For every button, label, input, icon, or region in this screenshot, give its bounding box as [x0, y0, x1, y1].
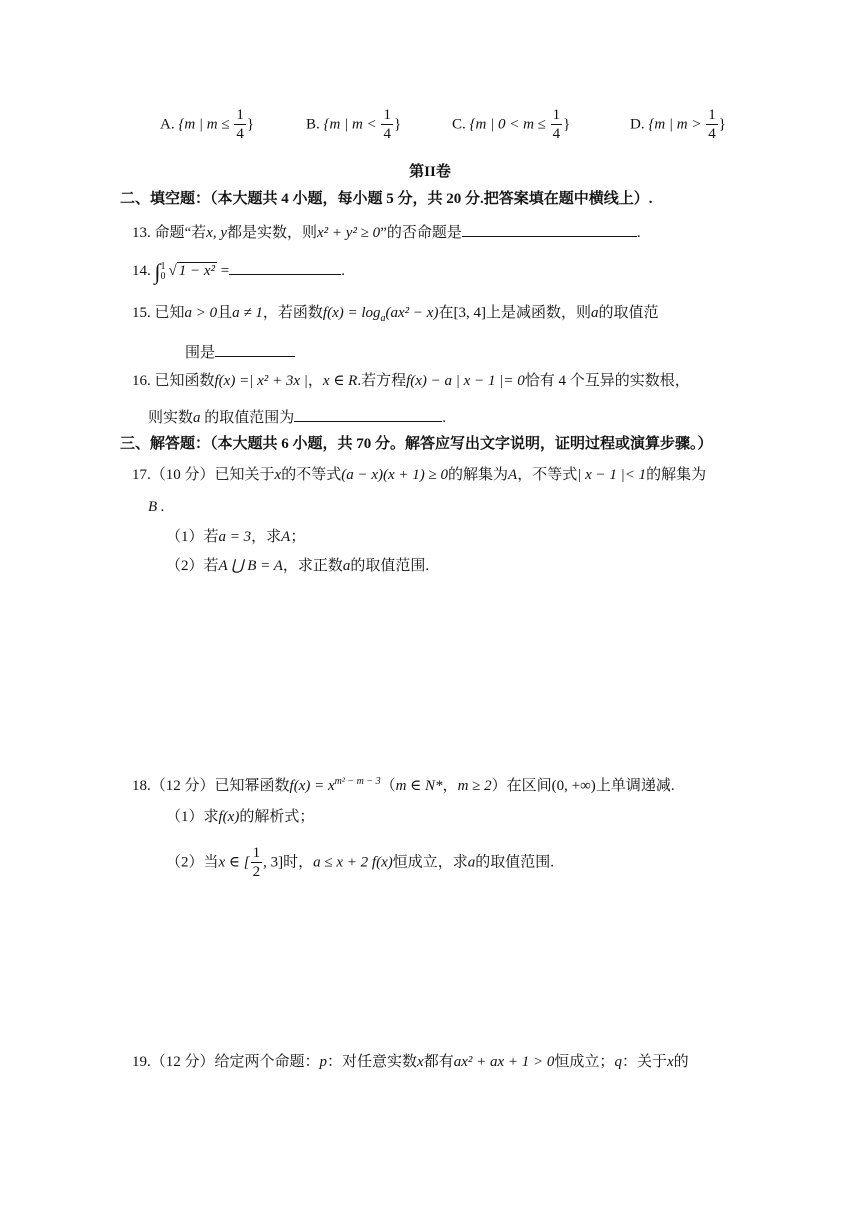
frac-num: 1: [552, 107, 561, 123]
q17-text: 的不等式: [281, 467, 342, 483]
points-label: （12 分）: [150, 1054, 215, 1070]
q15-text: 上是减函数，则: [485, 305, 591, 321]
sub-set: A: [281, 529, 291, 545]
q15-text: 且: [217, 305, 233, 321]
q19-prop: p: [319, 1054, 328, 1070]
frac-den: 4: [708, 126, 716, 142]
question-number: 18.: [132, 778, 151, 794]
fraction: [381, 108, 393, 142]
fraction: [251, 846, 263, 880]
q18-text: 上单调递减.: [595, 778, 675, 794]
q13-text: ”的否命题是: [380, 225, 462, 241]
q18-cond: m ≥ 2: [457, 778, 492, 794]
option-c: [452, 108, 570, 142]
option-c-text: {m | 0 < m ≤: [469, 116, 546, 133]
q15-cond: a > 0: [184, 305, 218, 321]
sub-var: a: [467, 854, 476, 871]
frac-den: 4: [552, 126, 561, 142]
q13-vars: x, y: [206, 225, 227, 241]
question-15: [132, 304, 659, 323]
question-15-line2: [185, 342, 295, 363]
sub-text: ，求正数: [282, 558, 343, 574]
q15-text: 围是: [185, 345, 216, 361]
q13-expr: x² + y² ≥ 0: [317, 225, 381, 241]
q19-text: 恒成立；: [554, 1054, 615, 1070]
q18-text: ）在区间: [491, 778, 552, 794]
q17-var: x: [274, 467, 282, 483]
answer-blank: [229, 260, 341, 275]
q18-part2: [166, 846, 554, 880]
sub-var: a: [342, 558, 351, 574]
sub-label: （1）若: [166, 529, 219, 545]
question-17: [132, 466, 706, 485]
integral-sign: ∫: [154, 259, 161, 284]
upper-limit: 1: [160, 260, 166, 272]
option-d-close: }: [718, 116, 726, 133]
q16-text: 恰有 4 个互异的实数根，: [524, 373, 690, 389]
q16-text: 则实数: [148, 410, 194, 426]
q16-end: .: [442, 410, 447, 426]
sub-label: （2）若: [166, 558, 219, 574]
option-b-text: {m | m <: [323, 116, 377, 133]
log-base: a: [380, 313, 386, 324]
fraction: [706, 108, 718, 142]
frac-den: 2: [252, 864, 261, 880]
q17-text: 已知关于: [214, 467, 275, 483]
q18-text: ，: [442, 778, 458, 794]
q18-text: 已知幂函数: [214, 778, 290, 794]
q13-end: .: [636, 225, 641, 241]
q15-cond: a ≠ 1: [232, 305, 263, 321]
answer-blank: [215, 342, 295, 357]
q18-cond: m ∈ N*: [395, 778, 443, 794]
points-label: （10 分）: [150, 467, 215, 483]
question-16: [132, 372, 690, 391]
q17-set-b: B .: [148, 499, 165, 515]
question-16-line2: [148, 407, 446, 428]
q15-text: 在: [438, 305, 454, 321]
radicand: 1 − x²: [178, 263, 216, 280]
sub-end: 的取值范围.: [350, 558, 430, 574]
sub-text: 的取值范围.: [475, 854, 554, 871]
q19-text: ：关于: [621, 1054, 667, 1070]
q18-interval: (0, +∞): [551, 778, 596, 794]
q16-text: ，: [307, 373, 323, 389]
q15-text: ，若函数: [262, 305, 323, 321]
q16-equation: f(x) − a | x − 1 |= 0: [406, 373, 525, 389]
lower-limit: 0: [160, 270, 166, 282]
option-a-close: }: [246, 116, 255, 133]
frac-num: 1: [252, 845, 261, 861]
sub-text: 恒成立，求: [392, 854, 468, 871]
frac-den: 4: [236, 126, 244, 142]
sub-expr: a = 3: [218, 529, 252, 545]
frac-num: 1: [236, 107, 244, 123]
sub-ineq: a ≤ x + 2 f(x): [313, 854, 393, 871]
question-number: 19.: [132, 1054, 151, 1070]
option-c-close: }: [563, 116, 571, 133]
frac-num: 1: [708, 107, 716, 123]
q19-var: x: [417, 1054, 424, 1070]
integral-limits: [161, 262, 166, 282]
q15-func: f(x) = log: [322, 305, 381, 321]
option-d-label: D.: [630, 116, 645, 133]
sub-text: ，求: [251, 529, 282, 545]
section2-heading: 二、填空题：（本大题共 4 小题，每小题 5 分，共 20 分.把答案填在题中横线上）.: [120, 191, 653, 207]
question-19: [132, 1053, 689, 1072]
q18-func: f(x) = x: [289, 778, 335, 794]
q18-text: （: [380, 778, 396, 794]
frac-den: 4: [383, 126, 391, 142]
sub-label: （1）求: [166, 809, 219, 825]
q17-set: A: [508, 467, 518, 483]
sub-text: 时，: [283, 854, 314, 871]
q16-text: 已知函数: [154, 373, 215, 389]
q16-text: 的取值范围为: [200, 410, 295, 426]
option-a-label: A.: [160, 116, 175, 133]
option-c-label: C.: [452, 116, 466, 133]
q16-text: .若方程: [357, 373, 407, 389]
option-b-label: B.: [306, 116, 320, 133]
q16-func: f(x) =| x² + 3x |: [214, 373, 308, 389]
option-a: [160, 108, 254, 142]
sub-text: 的解析式；: [239, 809, 315, 825]
q19-text: ：对任意实数: [327, 1054, 418, 1070]
q16-domain: x ∈ R: [322, 373, 358, 389]
answer-blank: [294, 407, 442, 422]
question-number: 16.: [132, 373, 151, 389]
q17-text: 的解集为: [448, 467, 509, 483]
question-number: 15.: [132, 305, 151, 321]
q19-text: 给定两个命题：: [214, 1054, 320, 1070]
question-number: 13.: [132, 225, 151, 241]
q15-text: 的取值范: [598, 305, 659, 321]
q15-interval: [3, 4]: [453, 305, 486, 321]
q17-ineq: (a − x)(x + 1) ≥ 0: [341, 467, 448, 483]
q18-exponent: m² − m − 3: [334, 776, 381, 787]
fraction: [234, 108, 246, 142]
equals-sign: =: [220, 263, 230, 280]
q17-part1: [166, 528, 305, 547]
q19-text: 都有: [423, 1054, 454, 1070]
question-18: [132, 777, 675, 796]
question-14: [132, 258, 345, 286]
sub-end: ；: [290, 529, 306, 545]
q15-text: 已知: [154, 305, 185, 321]
q17-text: 的解集为: [646, 467, 707, 483]
q17-part2: [166, 557, 429, 576]
part2-title: 第II卷: [409, 164, 451, 180]
option-d-text: {m | m >: [648, 116, 702, 133]
q18-part1: [166, 808, 314, 827]
q19-ineq: ax² + ax + 1 > 0: [453, 1054, 555, 1070]
sub-label: （2）当: [166, 854, 219, 871]
sub-expr: A ⋃ B = A: [218, 558, 283, 574]
q13-text: 都是实数，则: [227, 225, 318, 241]
q15-var: a: [590, 305, 599, 321]
question-number: 14.: [132, 263, 151, 280]
sub-interval-close: , 3]: [263, 854, 284, 871]
q19-prop: q: [614, 1054, 622, 1070]
question-number: 17.: [132, 467, 151, 483]
sub-var: x ∈ [: [218, 854, 250, 871]
frac-num: 1: [383, 107, 391, 123]
option-a-text: {m | m ≤: [178, 116, 230, 133]
q15-arg: (ax² − x): [385, 305, 439, 321]
option-d: [630, 108, 726, 142]
section3-heading: 三、解答题：（本大题共 6 小题，共 70 分。解答应写出文字说明，证明过程或演算步骤。）: [120, 436, 713, 452]
q17-text: ，不等式: [517, 467, 578, 483]
option-b-close: }: [393, 116, 402, 133]
answer-blank: [462, 222, 637, 237]
q17-ineq: | x − 1 |< 1: [577, 467, 647, 483]
q19-text: 的: [673, 1054, 689, 1070]
option-b: [306, 108, 401, 142]
question-13: [132, 222, 641, 243]
q13-text: 命题“若: [154, 225, 207, 241]
sqrt-sign: √: [168, 263, 177, 280]
points-label: （12 分）: [150, 778, 215, 794]
q19-var: x: [666, 1054, 674, 1070]
q14-end: .: [341, 263, 346, 280]
fraction: [551, 108, 563, 142]
q16-var: a: [193, 410, 201, 426]
sub-func: f(x): [218, 809, 240, 825]
